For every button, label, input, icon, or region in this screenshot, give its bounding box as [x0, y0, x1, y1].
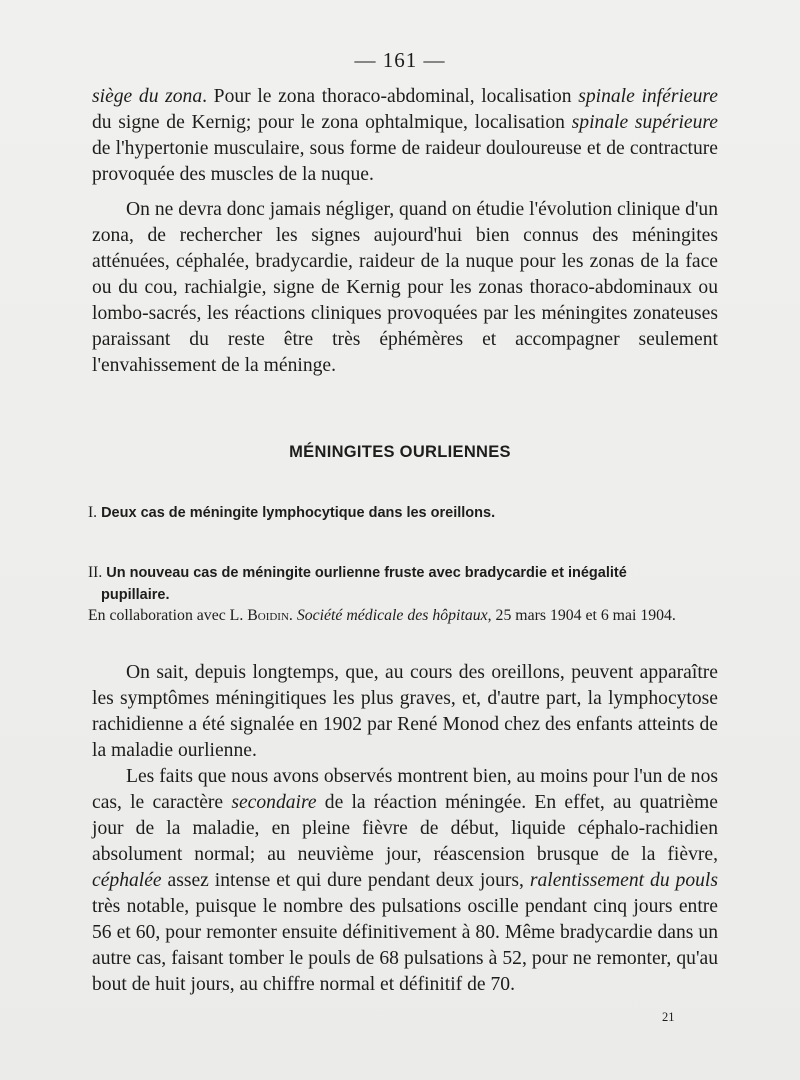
italic-phrase: secondaire	[231, 792, 317, 813]
section-heading: MÉNINGITES OURLIENNES	[289, 443, 511, 461]
paragraph-clinical-evolution: On ne devra donc jamais négliger, quand on étudie l'évolution clinique d'un zona, de rechercher les signes aujourd'hui bien connus des méningites atténuées, céphalée, bradycardie, raideur de la nuque pour les zonas de la face ou du cou, rachialgie, signe de Kernig pour les zonas thoraco-abdominaux ou lombo-sacrés, les réactions cliniques provoquées par les méningites zonateuses paraissant du reste être très éphémères et accompagner seulement l'envahissement de la méninge.	[92, 199, 718, 376]
collaboration-citation: En collaboration avec L. Boidin. Société médicale des hôpitaux, 25 mars 1904 et 6 mai 1904.	[88, 607, 676, 624]
paragraph-zona-localisation: siège du zona. Pour le zona thoraco-abdominal, localisation spinale inférieure du signe de Kernig; pour le zona ophtalmique, localisation spinale supérieure de l'hypertonie musculaire, sous forme de raideur douloureuse et de contracture provoquée des muscles de la nuque.	[92, 86, 718, 185]
signature-folio: 21	[662, 1010, 675, 1024]
italic-phrase: siège du zona	[92, 86, 203, 107]
author-name: Boidin	[247, 607, 289, 624]
italic-phrase: spinale supérieure	[571, 112, 718, 133]
bibliography-entry-1	[88, 502, 720, 524]
entry-number: I.	[88, 504, 98, 521]
journal-name: Société médicale des hôpitaux	[296, 607, 488, 624]
entry-number: II.	[88, 564, 103, 581]
italic-phrase: ralentissement du pouls	[529, 870, 718, 891]
page-number: — 161 —	[354, 48, 446, 72]
italic-phrase: spinale inférieure	[578, 86, 718, 107]
bibliography-entry-2	[88, 562, 720, 606]
entry-title-continuation: pupillaire.	[101, 587, 170, 603]
paragraph-observations: Les faits que nous avons observés montrent bien, au moins pour l'un de nos cas, le caractère secondaire de la réaction méningée. En effet, au quatrième jour de la maladie, en pleine fièvre de début, liquide céphalo-rachidien absolument normal; au neuvième jour, réascension brusque de la fièvre, céphalée assez intense et qui dure pendant deux jours, ralentissement du pouls très notable, puisque le nombre des pulsations oscille pendant cinq jours entre 56 et 60, pour remonter ensuite définitivement à 80. Même bradycardie dans un autre cas, faisant tomber le pouls de 68 pulsations à 52, pour ne remonter, qu'au bout de huit jours, au chiffre normal et définitif de 70.	[92, 766, 718, 995]
entry-title: Un nouveau cas de méningite ourlienne fruste avec bradycardie et inégalité	[106, 565, 627, 581]
italic-phrase: céphalée	[92, 870, 162, 891]
paragraph-oreillons: On sait, depuis longtemps, que, au cours des oreillons, peuvent apparaître les symptômes méningitiques les plus graves, et, d'autre part, la lymphocytose rachidienne a été signalée en 1902 par René Monod chez des enfants atteints de la maladie ourlienne.	[92, 662, 718, 761]
entry-title: Deux cas de méningite lymphocytique dans les oreillons.	[101, 505, 496, 521]
